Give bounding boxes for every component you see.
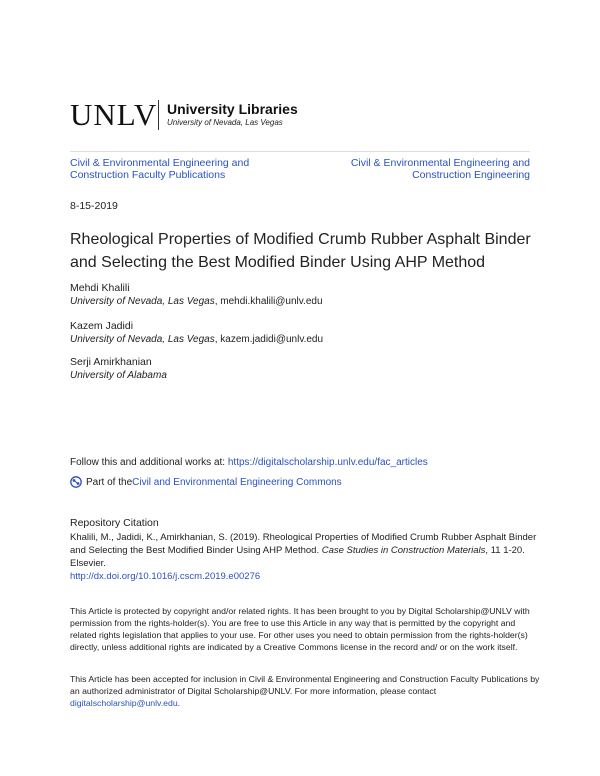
library-name: University Libraries — [167, 101, 298, 117]
author-affiliation-line — [70, 333, 323, 346]
commons-network-icon — [70, 476, 82, 488]
library-subtitle: University of Nevada, Las Vegas — [167, 118, 283, 127]
header-rule — [70, 151, 530, 152]
doi-link[interactable]: http://dx.doi.org/10.1016/j.cscm.2019.e00276 — [70, 571, 261, 582]
author-name: Serji Amirkhanian — [70, 356, 152, 368]
citation-body — [70, 531, 540, 583]
publication-date: 8-15-2019 — [70, 200, 118, 212]
author-name: Mehdi Khalili — [70, 282, 130, 294]
author-affiliation-line — [70, 369, 167, 382]
citation-text: Khalili, M., Jadidi, K., Amirkhanian, S. (2019). Rheological Properties of Modified Crumb Rubber Asphalt Binder and Selecting the Best Modified Binder Using AHP Method. — [70, 532, 537, 556]
article-title: Rheological Properties of Modified Crumb Rubber Asphalt Binder and Selecting the Best Modified Binder Using AHP Method — [70, 231, 531, 271]
follow-prefix: Follow this and additional works at: — [70, 457, 228, 468]
author-block-1 — [70, 282, 323, 308]
citation-journal: Case Studies in Construction Materials — [321, 545, 486, 556]
citation-after: , 11 1-20. Elsevier. — [70, 545, 525, 569]
author-block-2 — [70, 320, 323, 346]
collection-link-right[interactable]: Civil & Environmental Engineering and Construction Engineering — [350, 157, 530, 181]
author-email: , kazem.jadidi@unlv.edu — [214, 334, 324, 345]
author-name: Kazem Jadidi — [70, 320, 134, 332]
author-affiliation: University of Nevada, Las Vegas — [70, 296, 215, 307]
acceptance-statement — [70, 673, 540, 709]
part-of-prefix: Part of the — [86, 476, 133, 488]
author-affiliation-line — [70, 295, 323, 308]
author-block-3 — [70, 356, 167, 382]
logo-divider — [158, 100, 159, 130]
unlv-logo: UNLV — [70, 97, 158, 132]
acceptance-end: . — [177, 698, 181, 708]
follow-url-link[interactable]: https://digitalscholarship.unlv.edu/fac_articles — [227, 457, 428, 468]
collection-link-left[interactable]: Civil & Environmental Engineering and Construction Faculty Publications — [70, 157, 250, 181]
author-affiliation: University of Alabama — [70, 370, 167, 381]
follow-line — [70, 457, 428, 468]
commons-link[interactable]: Civil and Environmental Engineering Commons — [132, 476, 342, 488]
rights-statement: This Article is protected by copyright and/or related rights. It has been brought to you by Digital Scholarship@UNLV with permission from the rights-holder(s). You are free to use this Article in any way that is permitted by the copyright and related rights legislation that applies to your use. For other uses you need to obtain permission from the rights-holder(s) directly, unless additional rights are indicated by a Creative Commons license in the record and/ or on the work itself. — [70, 606, 530, 652]
author-email: , mehdi.khalili@unlv.edu — [214, 296, 323, 307]
author-affiliation: University of Nevada, Las Vegas — [70, 334, 215, 345]
part-of-line — [70, 476, 342, 488]
citation-heading: Repository Citation — [70, 517, 159, 529]
acceptance-text: This Article has been accepted for inclusion in Civil & Environmental Engineering and Construction Faculty Publications by an authorized administrator of Digital Scholarship@UNLV. For more information, please contact — [70, 674, 540, 696]
contact-email-link[interactable]: digitalscholarship@unlv.edu — [70, 698, 178, 708]
